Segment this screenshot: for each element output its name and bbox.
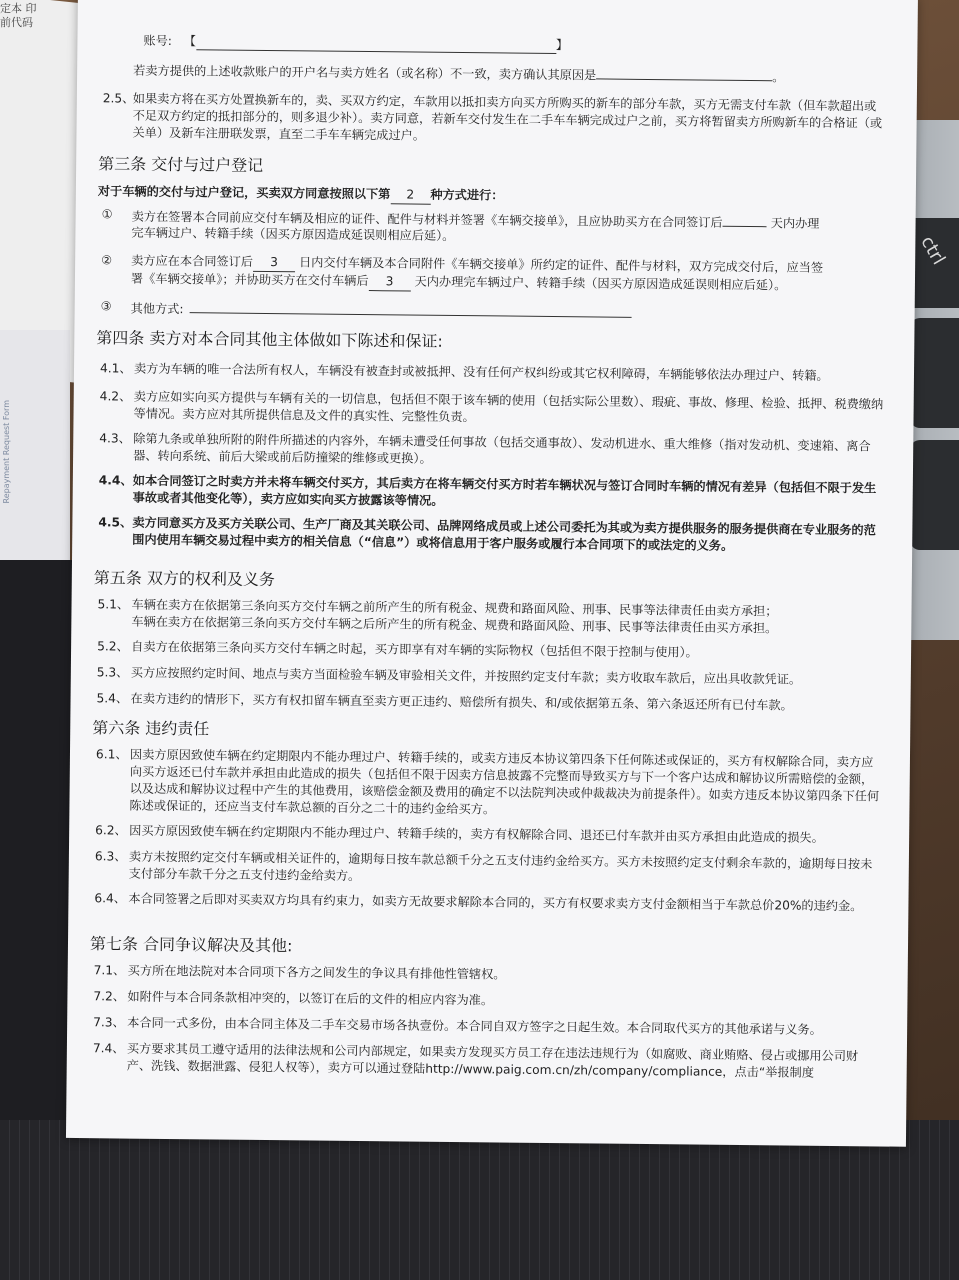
clause-4-3: 除第九条或单独所附的附件所描述的内容外，车辆未遭受任何事故（包括交通事故）、发动机进水、重大维修（指对发动机、变速箱、离合器、转向系统、前后大梁或前后防撞梁的维修或更换）。: [133, 431, 871, 466]
option-3-blank: [189, 299, 631, 318]
clause-number: 4.1、: [99, 361, 132, 376]
clause-number: 7.1、: [93, 963, 126, 978]
option-1-text-b: 天内办理: [770, 216, 820, 231]
laptop-key: [910, 318, 959, 428]
option-2-text-b: 日内交付车辆及本合同附件《车辆交接单》所约定的证件、配件与材料，双方完成交付后，应当签: [298, 255, 824, 275]
clause-number: 7.4、: [92, 1041, 125, 1056]
option-2-text-c: 署《车辆交接单》；并协助买方在交付车辆后: [130, 271, 369, 289]
clause-number: 7.2、: [93, 989, 126, 1004]
delivery-method-choice: 2: [390, 186, 430, 204]
clause-number: 2.5、: [102, 91, 135, 106]
account-close-bracket: 】: [555, 38, 569, 53]
clause-number: 7.3、: [93, 1015, 125, 1030]
mismatch-reason-blank: [596, 65, 772, 81]
option-2-days-2: 3: [368, 273, 410, 291]
clause-number: 5.3、: [96, 665, 129, 680]
section-3-intro: [98, 183, 504, 205]
account-open-bracket: 【: [183, 34, 197, 49]
clause-7-2: 如附件与本合同条款相冲突的，以签订在后的文件的相应内容为准。: [127, 989, 494, 1008]
section-3-title: 第三条 交付与过户登记: [98, 154, 264, 175]
clause-number: 4.2、: [99, 389, 132, 404]
option-3-line: [131, 299, 632, 323]
ctrl-key-label: ctrl: [916, 232, 950, 269]
option-1-text-a: 卖方在签署本合同前应交付车辆及相应的证件、配件与材料并签署《车辆交接单》，且应协助买方在合同签订后: [131, 209, 723, 230]
option-2-text-a: 卖方应在本合同签订后: [131, 253, 254, 269]
clause-6-4: 本合同签署之后即对买卖双方均具有约束力，如卖方无故要求解除本合同的，买方有权要求卖方支付金额相当于车款总价20%的违约金。: [128, 891, 863, 914]
clause-number: 4.4、: [98, 473, 133, 488]
section-6-title: 第六条 违约责任: [92, 718, 210, 739]
clause-7-3: 本合同一式多份，由本合同主体及二手车交易市场各执壹份。本合同自双方签字之日起生效。本合同取代买方的其他承诺与义务。: [127, 1015, 822, 1037]
clause-2-5: 如果卖方将在买方处置换新车的，卖、买双方约定，车款用以抵扣卖方向买方所购买的新车的部分车款，买方无需支付车款（但车款超出或不足双方约定的抵扣部分的，则多退少补）。卖方同意，若新车交付发生在二手车车辆完成过户之前，买方将暂留卖方所购新车的合格证（或关单）及新车注册联发票，直至二手车车辆完成过户。: [132, 91, 883, 143]
clause-4-5: 卖方同意买方及买方关联公司、生产厂商及其关联公司、品牌网络成员或上述公司委托为其或为卖方提供服务的服务提供商在专业服务的范围内使用车辆交易过程中卖方的相关信息（“信息”）或将信息用于客户服务或履行本合同项下的或法定的义务。: [132, 515, 876, 553]
clause-7-4: 买方要求其员工遵守适用的法律法规和公司内部规定，如果卖方发现买方员工存在违法违规行为（如腐败、商业贿赂、侵占或挪用公司财产、洗钱、数据泄露、侵犯人权等），卖方可以通过登陆http://www.paig.com.cn/zh/company/compliance，点击“举报制度: [126, 1041, 859, 1080]
option-1-days-blank: [723, 213, 767, 227]
section-7-title: 第七条 合同争议解决及其他:: [89, 934, 293, 956]
clause-5-4: 在卖方违约的情形下，买方有权扣留车辆直至卖方更正违约、赔偿所有损失、和/或依据第五条、第六条返还所有已付车款。: [130, 691, 793, 713]
clause-number: 6.2、: [95, 823, 127, 838]
clause-5-1-b: 车辆在卖方在依据第三条向买方交付车辆之后所产生的所有税金、规费和路面风险、刑事、民事等法律责任由买方承担。: [131, 614, 778, 636]
clause-6-3: 卖方未按照约定交付车辆或相关证件的，逾期每日按车款总额千分之五支付违约金给买方。买方未按照约定支付剩余车款的，逾期每日按未支付部分车款千分之五支付违约金给卖方。: [128, 849, 873, 884]
option-1-marker: ①: [101, 207, 113, 222]
option-3-marker: ③: [100, 299, 112, 314]
option-2-marker: ②: [101, 253, 113, 268]
background-corner-text: 定本 印 前代码: [0, 2, 37, 29]
account-line: [143, 33, 568, 54]
clause-6-2: 因买方原因致使车辆在约定期限内不能办理过户、转籍手续的，卖方有权解除合同、退还已付车款并由买方承担由此造成的损失。: [129, 823, 824, 845]
section-4-title: 第四条 卖方对本合同其他主体做如下陈述和保证:: [96, 328, 443, 351]
section-3-intro-a: 对于车辆的交付与过户登记，买卖双方同意按照以下第: [97, 184, 391, 202]
clause-number: 6.1、: [95, 747, 128, 762]
clause-4-2: 卖方应如实向买方提供与车辆有关的一切信息，包括但不限于该车辆的使用（包括实际公里数）、瑕疵、事故、修理、检验、抵押、税费缴纳等情况。卖方应对其所提供信息及文件的真实性、完整性负责。: [133, 389, 884, 425]
section-3-intro-b: 种方式进行：: [430, 187, 504, 203]
account-label: 账号:: [143, 33, 173, 48]
account-mismatch-end: 。: [772, 70, 785, 85]
option-1-line-2: 完车辆过户、转籍手续（因买方原因造成延误则相应后延）。: [131, 225, 455, 243]
clause-number: 5.1、: [97, 597, 130, 612]
clause-5-2: 自卖方在依据第三条向买方交付车辆之时起，买方即享有对车辆的实际物权（包括但不限于控制与使用）。: [131, 639, 698, 660]
clause-number: 6.4、: [94, 891, 127, 906]
clause-6-1: 因卖方原因致使车辆在约定期限内不能办理过户、转籍手续的，或卖方违反本协议第四条下任何陈述或保证的，买方有权解除合同，卖方应向买方返还已付车款并承担由此造成的损失（包括但不限于因卖方信息披露不完整而导致买方与下一个客户达成和解协议所需赔偿的金额，以及达成和解协议过程中产生的其他费用，该赔偿金额及费用的确定不以法院判决或仲裁裁决为前提条件）。如卖方违反本协议第四条下任何陈述或保证的，还应当支付车款总额的百分之二十的违约金给买方。: [129, 747, 880, 817]
clause-number: 5.2、: [97, 639, 129, 654]
account-mismatch-line: [133, 61, 784, 87]
clause-number: 6.3、: [94, 849, 127, 864]
account-blank: [196, 36, 556, 54]
section-5-title: 第五条 双方的权利及义务: [93, 568, 276, 590]
clause-4-4: 如本合同签订之时卖方并未将车辆交付买方，其后卖方在将车辆交付买方时若车辆状况与签订合同时车辆的情况有差异（包括但不限于发生事故或者其他变化等），卖方应如实向买方披露该等情况。: [132, 473, 877, 508]
clause-5-1-a: 车辆在卖方在依据第三条向买方交付车辆之前所产生的所有税金、规费和路面风险、刑事、民事等法律责任由卖方承担；: [131, 597, 778, 619]
laptop-key: [910, 440, 959, 550]
clause-5-3: 买方应按照约定时间、地点与卖方当面检验车辆及审验相关文件，并按照约定支付车款；卖方收取车款后，应出具收款凭证。: [130, 665, 802, 687]
clause-number: 4.3、: [99, 431, 131, 446]
background-side-text: Repayment Request Form: [2, 400, 11, 504]
clause-number: 4.5、: [98, 515, 133, 530]
account-mismatch-text: 若卖方提供的上述收款账户的开户名与卖方姓名（或名称）不一致，卖方确认其原因是: [133, 63, 597, 83]
option-3-label: 其他方式:: [130, 301, 184, 317]
option-2-days-1: 3: [253, 254, 295, 272]
clause-7-1: 买方所在地法院对本合同项下各方之间发生的争议具有排他性管辖权。: [127, 963, 506, 982]
clause-4-1: 卖方为车辆的唯一合法所有权人，车辆没有被查封或被抵押、没有任何产权纠纷或其它权利障碍，车辆能够依法办理过户、转籍。: [133, 361, 829, 383]
option-2-text-d: 天内办理完车辆过户、转籍手续（因买方原因造成延误则相应后延）。: [414, 274, 787, 293]
clause-number: 5.4、: [96, 691, 129, 706]
contract-page: [66, 0, 918, 1147]
